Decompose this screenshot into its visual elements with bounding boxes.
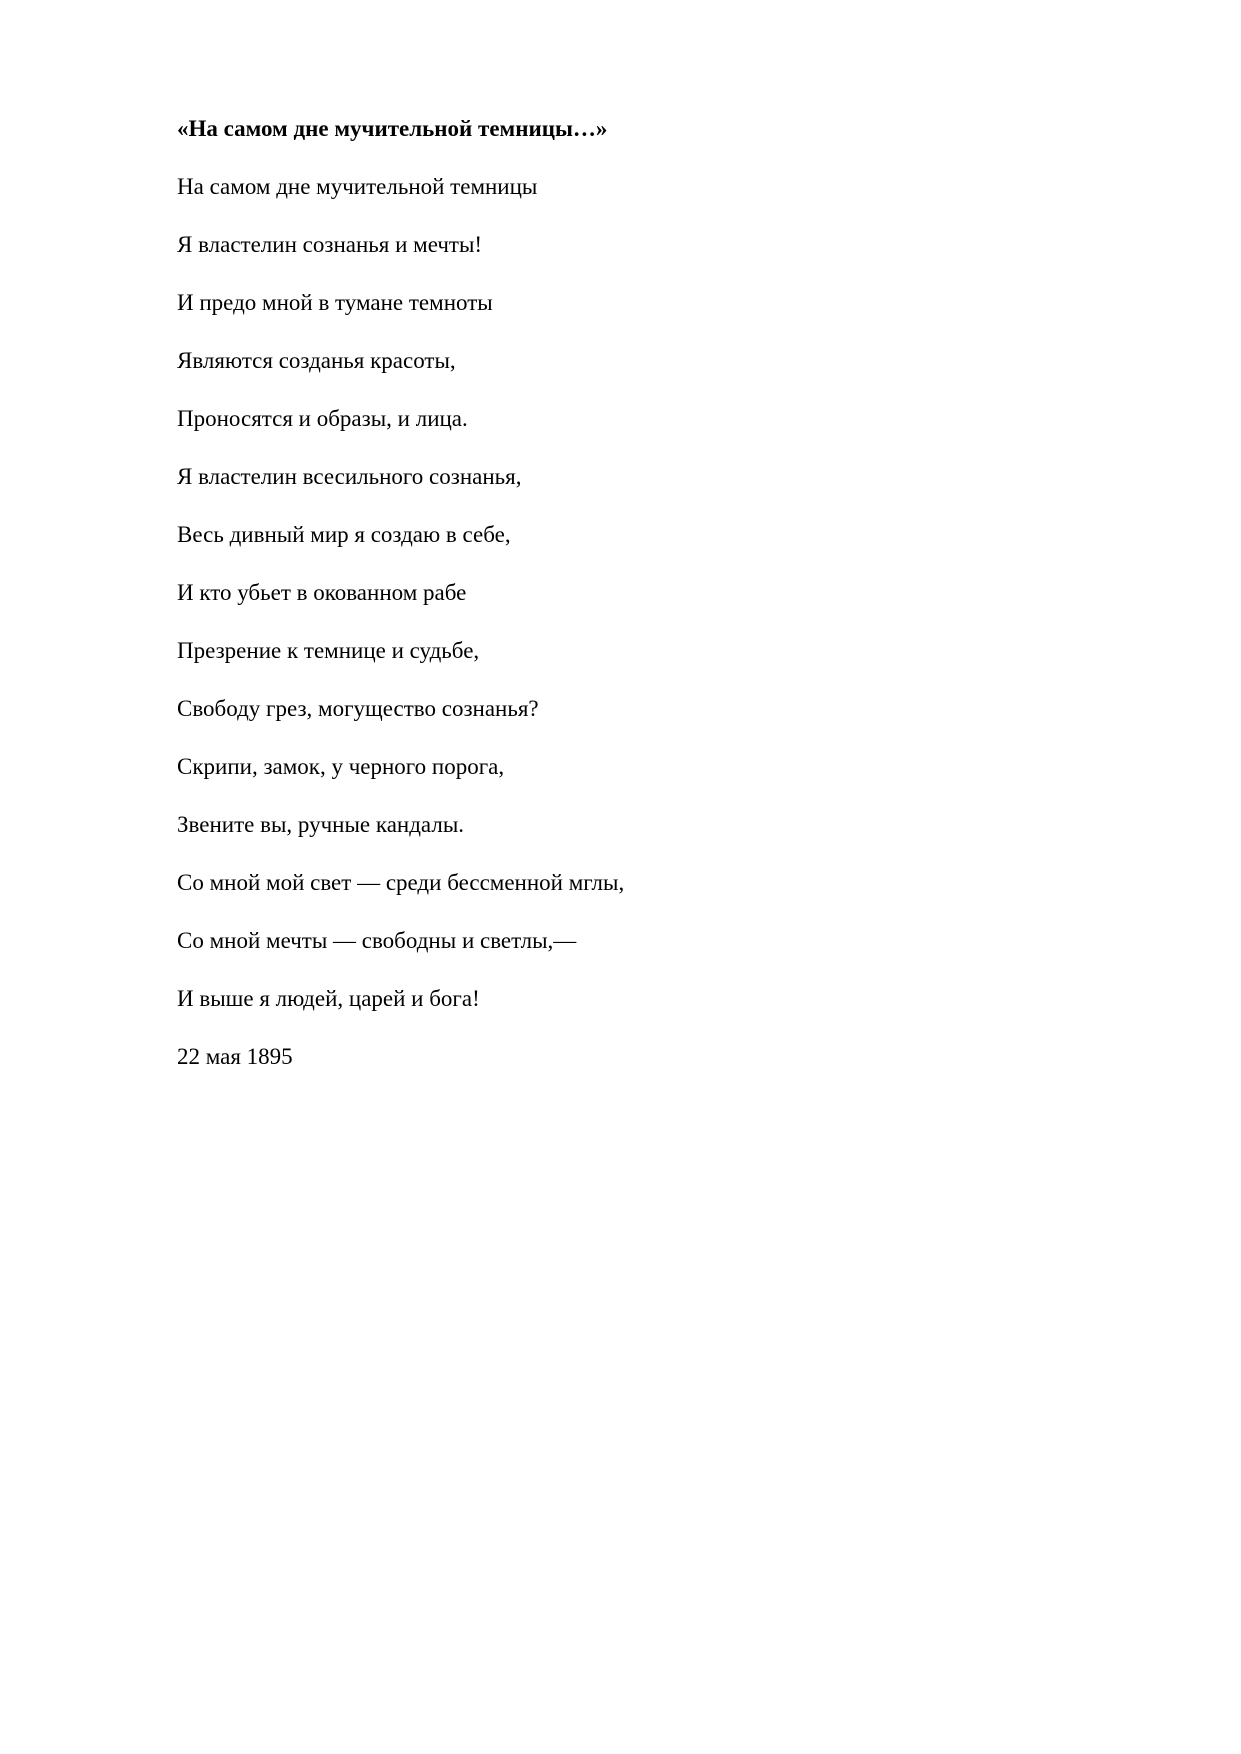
poem-line: Звените вы, ручные кандалы. (177, 812, 465, 837)
poem-line: Со мной мечты — свободны и светлы,— (177, 928, 577, 953)
poem-line: Я властелин сознанья и мечты! (177, 232, 483, 257)
poem-body (177, 114, 1077, 1072)
poem-line: Скрипи, замок, у черного порога, (177, 754, 505, 779)
poem-line: Презрение к темнице и судьбе, (177, 638, 480, 663)
poem-line: На самом дне мучительной темницы (177, 174, 538, 199)
poem-line: И выше я людей, царей и бога! (177, 986, 480, 1011)
poem-line: Свободу грез, могущество сознанья? (177, 696, 539, 721)
poem-title: «На самом дне мучительной темницы…» (177, 116, 608, 141)
poem-line: Весь дивный мир я создаю в себе, (177, 522, 511, 547)
poem-date: 22 мая 1895 (177, 1044, 293, 1069)
poem-line: Я властелин всесильного сознанья, (177, 464, 522, 489)
poem-line: И предо мной в тумане темноты (177, 290, 493, 315)
poem-line: И кто убьет в окованном рабе (177, 580, 467, 605)
poem-line: Являются созданья красоты, (177, 348, 456, 373)
poem-line: Проносятся и образы, и лица. (177, 406, 468, 431)
poem-line: Со мной мой свет — среди бессменной мглы, (177, 870, 625, 895)
